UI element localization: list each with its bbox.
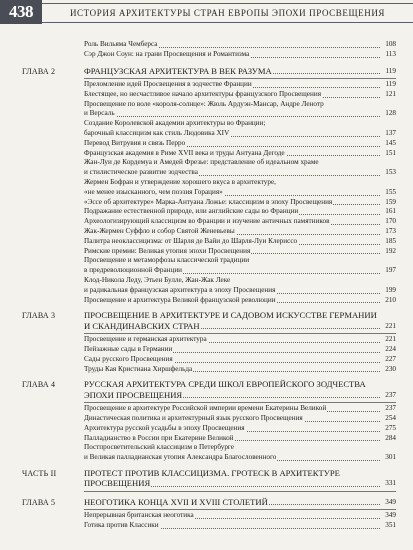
entry-page-number: 145 (385, 138, 396, 147)
section-title (84, 497, 396, 507)
entry-page-number: 121 (385, 89, 396, 98)
intro-entries (84, 40, 396, 60)
entry-page-number: 153 (385, 168, 396, 177)
section-body (84, 66, 396, 306)
entry-text: Готика против Классики (84, 520, 159, 529)
toc-entry (84, 217, 396, 227)
section-title-text: РУССКАЯ АРХИТЕКТУРА СРЕДИ ШКОЛ ЕВРОПЕЙСКОГО ЗОДЧЕСТВА ЭПОХИ ПРОСВЕЩЕНИЯ (84, 379, 366, 400)
entry-page-number: 128 (385, 109, 396, 118)
section-title-text: ПРОСВЕЩЕНИЕ В АРХИТЕКТУРЕ И САДОВОМ ИСКУССТВЕ ГЕРМАНИИ И СКАНДИНАВСКИХ СТРАН (84, 310, 377, 331)
toc-entry (84, 443, 396, 453)
toc-entry (84, 266, 396, 276)
section-title-text: ПРОТЕСТ ПРОТИВ КЛАССИЦИЗМА. ГРОТЕСК В АРХИТЕКТУРЕ ПРОСВЕЩЕНИЯ (84, 467, 340, 489)
entry-text: Просвещение и архитектура Великой французской революции (84, 295, 276, 304)
section-title-page: 119 (385, 66, 396, 75)
entry-page-number: 185 (385, 236, 396, 245)
entry-text: Французская академия в Риме XVII века и труды Антуана Дегоде (84, 148, 285, 157)
entry-page-number: 351 (385, 520, 396, 529)
toc-sections (22, 66, 396, 531)
running-title: ИСТОРИЯ АРХИТЕКТУРЫ СТРАН ЕВРОПЫ ЭПОХИ ПРОСВЕЩЕНИЯ (42, 3, 413, 23)
section-title-text: НЕОГОТИКА КОНЦА XVII И XVIII СТОЛЕТИЙ (84, 496, 268, 507)
section-label: ГЛАВА 2 (22, 66, 56, 76)
toc-entry (84, 335, 396, 345)
entry-page-number: 224 (385, 344, 396, 353)
section-title (84, 468, 396, 489)
entry-text: в предреволюционной Франции (84, 266, 183, 275)
entry-text: Преломление идей Просвещения в зодчестве Франции (84, 80, 252, 88)
entry-text: Просвещение по воле «короля-солнце»: Жюль Ардуэн-Мансар, Андре Ленотр (84, 99, 324, 108)
entry-page-number: 210 (385, 295, 396, 304)
entry-text: Жан-Луи де Кордемуа и Амедей Фрезье: представление об идеальном храме (84, 158, 319, 167)
entry-text: Палитра неоклассицизма: от Шарля де Вайи до Шарля-Луи Клериссо (84, 236, 298, 245)
toc-entry (84, 355, 396, 365)
toc-entry (84, 149, 396, 159)
section-body (84, 310, 396, 374)
toc-entry (84, 119, 396, 129)
entry-text: и радикальная французская архитектура в эпоху Просвещения (84, 285, 276, 294)
entry-page-number: 237 (385, 404, 396, 413)
section-title-page: 349 (385, 497, 396, 506)
table-of-contents (22, 40, 396, 536)
entry-text: Труды Кая Кристиана Хиршфельда (84, 364, 193, 373)
toc-entry (84, 256, 396, 266)
section-rule (84, 333, 396, 334)
entry-page-number: 199 (385, 285, 396, 294)
toc-entry (84, 178, 396, 188)
entry-text: «не менее изысканного, чем поэзия Горация» (84, 187, 223, 196)
section-body (84, 379, 396, 463)
entry-text: Перевод Витрувия и связь Перро (84, 138, 186, 147)
section-title-page: 237 (385, 390, 396, 399)
toc-entry (84, 237, 396, 247)
entry-text: «Эссе об архитектуре» Марка-Антуана Ложье: классицизм в эпоху Просвещения (84, 197, 333, 206)
toc-entry (84, 129, 396, 139)
entry-page-number: 254 (385, 413, 396, 422)
toc-entry (84, 139, 396, 149)
entry-text: Просвещение и германская архитектура (84, 335, 207, 344)
section-label: ГЛАВА 3 (22, 311, 56, 321)
entry-page-number: 170 (385, 217, 396, 226)
entry-text: Римские премии: Великая утопия эпохи Просвещения (84, 246, 251, 255)
entry-page-number: 155 (385, 187, 396, 196)
entry-page-number: 151 (385, 148, 396, 157)
toc-section (22, 497, 396, 531)
entry-text: и стилистическое развитие зодчества (84, 168, 198, 177)
entry-page-number: 227 (385, 354, 396, 363)
toc-section (22, 310, 396, 374)
entry-text: Подражание естественной природе, или английские сады во Франции (84, 207, 299, 216)
toc-entry (84, 434, 396, 444)
toc-entry (84, 80, 396, 90)
section-label: ГЛАВА 4 (22, 380, 56, 390)
entry-text: и Версаль (84, 109, 115, 118)
section-rule (84, 509, 396, 510)
entry-page-number: 108 (385, 40, 396, 48)
section-rule (84, 78, 396, 79)
entry-text: Клод-Никола Леду, Этьен Булле, Жан-Жак Леке (84, 275, 231, 284)
entry-page-number: 275 (385, 423, 396, 432)
section-title (84, 66, 396, 76)
entry-text: Роль Вильяма Чемберса (84, 40, 158, 48)
page-number: 438 (0, 0, 42, 24)
entry-text: Архитектура русской усадьбы в эпоху Просвещения (84, 423, 245, 432)
toc-entry (84, 424, 396, 434)
entry-page-number: 230 (385, 364, 396, 373)
toc-entry (84, 109, 396, 119)
toc-entry (84, 247, 396, 257)
section-rule (84, 491, 396, 492)
entry-text: Палладианство в России при Екатерине Великой (84, 433, 234, 442)
entry-page-number: 192 (385, 246, 396, 255)
entry-text: Жермен Бофран и утверждение хорошего вкуса в архитектуре, (84, 177, 276, 186)
toc-section (22, 66, 396, 306)
section-rule (84, 402, 396, 403)
toc-section (22, 379, 396, 463)
section-title-page: 331 (385, 479, 396, 488)
entry-text: Пейзажные сады в Германии (84, 344, 173, 353)
toc-entry (84, 100, 396, 110)
entry-page-number: 197 (385, 266, 396, 275)
toc-entry (84, 286, 396, 296)
toc-entry (84, 365, 396, 375)
entry-text: Сэр Джон Соун: на грани Просвещения и Романтизма (84, 49, 250, 58)
toc-entry (84, 521, 396, 531)
entry-text: Создание Королевской академии архитектуры во Франции; (84, 119, 266, 128)
entry-page-number: 119 (385, 80, 396, 88)
entry-page-number: 301 (385, 453, 396, 462)
entry-text: Постпросветительский классицизм в Петербурге (84, 443, 234, 452)
toc-entry (84, 40, 396, 50)
entry-text: Непрерывная британская неоготика (84, 511, 194, 520)
entry-text: Археологизирующий классицизм во Франции и изучение античных памятников (84, 217, 330, 226)
entry-page-number: 113 (385, 49, 396, 58)
entry-text: Жак-Жермен Суффло и собор Святой Женевьевы (84, 226, 235, 235)
section-body (84, 468, 396, 492)
toc-section (22, 468, 396, 492)
toc-entry (84, 453, 396, 463)
entry-page-number: 173 (385, 226, 396, 235)
entry-text: Просвещение и метаморфозы классической традиции (84, 256, 250, 265)
section-label: ГЛАВА 5 (22, 497, 56, 507)
toc-entry (84, 276, 396, 286)
toc-entry (84, 296, 396, 306)
toc-entry (84, 414, 396, 424)
section-label: ЧАСТЬ II (22, 468, 57, 478)
entry-text: Просвещение в архитектуре Российской империи времени Екатерины Великой (84, 404, 327, 413)
entry-page-number: 159 (385, 197, 396, 206)
toc-entry (84, 345, 396, 355)
entry-text: Сады русского Просвещения (84, 354, 173, 363)
entry-page-number: 284 (385, 433, 396, 442)
section-title-page: 221 (385, 321, 396, 330)
entry-text: Династическая политика и архитектурный язык русского Просвещения (84, 413, 303, 422)
entry-text: и Великая палладианская утопия Александра Благословенного (84, 453, 277, 462)
toc-entry (84, 207, 396, 217)
section-title (84, 310, 396, 331)
entry-page-number: 137 (385, 128, 396, 137)
entry-page-number: 161 (385, 207, 396, 216)
entry-text: Блестящее, но несчастливое начало архитектуры французского Просвещения (84, 89, 321, 98)
toc-entry (84, 511, 396, 521)
dot-leader (84, 116, 380, 117)
entry-text: барочный классицизм как стиль Людовика XIV (84, 128, 230, 137)
toc-entry (84, 404, 396, 414)
toc-entry (84, 198, 396, 208)
toc-entry (84, 90, 396, 100)
toc-entry (84, 158, 396, 168)
toc-entry (84, 168, 396, 178)
section-body (84, 497, 396, 531)
entry-page-number: 221 (385, 335, 396, 344)
section-title (84, 379, 396, 400)
toc-entry (84, 50, 396, 60)
toc-entry (84, 227, 396, 237)
running-header (0, 0, 413, 28)
toc-entry (84, 188, 396, 198)
section-title-text: ФРАНЦУЗСКАЯ АРХИТЕКТУРА В ВЕК РАЗУМА (84, 65, 272, 76)
entry-page-number: 349 (385, 511, 396, 520)
